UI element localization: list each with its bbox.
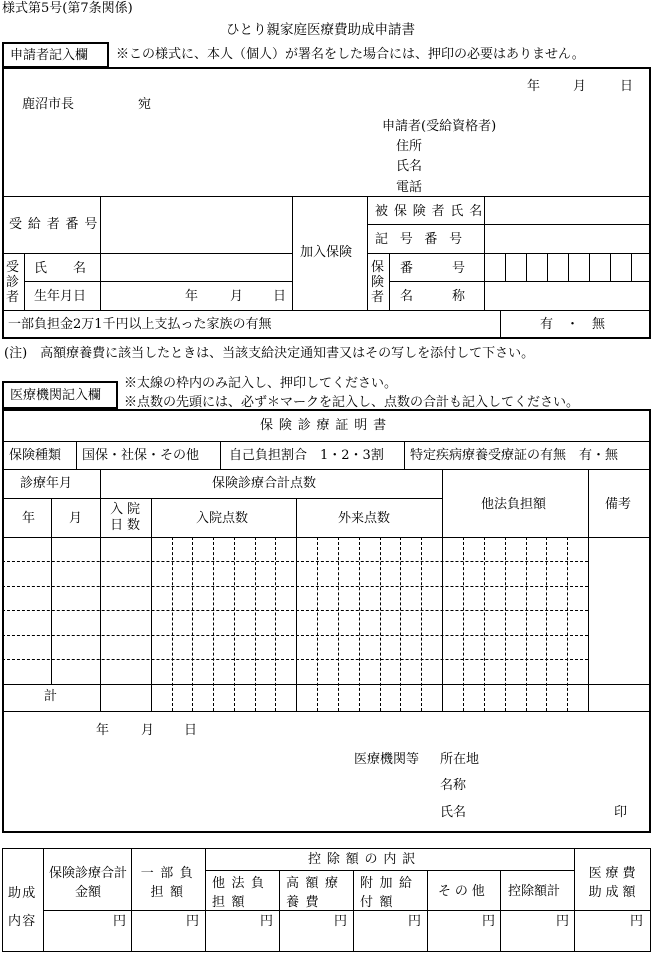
others-header: その他 bbox=[438, 884, 489, 899]
insurer-number-label: 番 号 bbox=[400, 261, 466, 276]
insurer-side-label: 保険者 bbox=[371, 260, 385, 305]
year-header: 年 bbox=[22, 511, 36, 526]
yen-unit: 円 bbox=[556, 914, 570, 929]
total-points-header: 保険診療合計点数 bbox=[212, 476, 317, 491]
insurance-type-value[interactable]: 国保・社保・その他 bbox=[82, 448, 200, 463]
date-month: 月 bbox=[573, 79, 587, 94]
medical-note-1: ※太線の枠内のみ記入し、押印してください。 bbox=[124, 376, 398, 391]
yen-unit: 円 bbox=[408, 914, 422, 929]
patient-birth-label: 生年月日 bbox=[34, 289, 87, 304]
applicant-section-label: 申請者記入欄 bbox=[10, 48, 89, 63]
cert-date-month: 月 bbox=[141, 723, 155, 738]
applicant-note: ※この様式に、本人（個人）が署名をした場合には、押印の必要はありません。 bbox=[116, 47, 585, 62]
yen-unit: 円 bbox=[482, 914, 496, 929]
subsidy-row-label: 助成内容 bbox=[8, 886, 37, 929]
insurance-type-label: 保険種類 bbox=[9, 448, 62, 463]
patient-name-label: 氏 名 bbox=[34, 261, 87, 276]
deduction-total-header: 控除額計 bbox=[508, 884, 561, 899]
addressee-suffix: 宛 bbox=[138, 97, 152, 112]
burden-question: 一部負担金2万1千円以上支払った家族の有無 bbox=[8, 317, 272, 332]
birth-day: 日 bbox=[273, 289, 287, 304]
institution-name-label: 名称 bbox=[440, 778, 467, 793]
subsidy-header: 医療費助成額 bbox=[588, 866, 640, 900]
medical-section-label-box bbox=[2, 381, 118, 409]
other-law-burden-header: 他法負担額 bbox=[212, 876, 271, 910]
insured-name-label: 被保険者氏名 bbox=[375, 204, 489, 219]
remarks-header: 備考 bbox=[605, 497, 632, 512]
high-cost-header: 高額療養費 bbox=[286, 876, 345, 910]
footnote: (注) 高額療養費に該当したときは、当該支給決定通知書又はその写しを添付して下さい。 bbox=[4, 346, 535, 361]
insurance-label: 加入保険 bbox=[300, 245, 353, 260]
phone-label: 電話 bbox=[396, 180, 423, 195]
month-header: 月 bbox=[69, 511, 83, 526]
birth-year: 年 bbox=[185, 289, 199, 304]
location-label: 所在地 bbox=[440, 752, 480, 767]
yen-unit: 円 bbox=[334, 914, 348, 929]
cert-date-year: 年 bbox=[96, 723, 110, 738]
applicant-heading: 申請者(受給資格者) bbox=[382, 119, 497, 134]
deduction-breakdown-header: 控除額の内訳 bbox=[308, 852, 422, 867]
other-law-header: 他法負担額 bbox=[481, 497, 547, 512]
doctor-name-label: 氏名 bbox=[440, 805, 467, 820]
copay-rate[interactable]: 自己負担割合 1・2・3割 bbox=[229, 448, 384, 463]
specific-disease[interactable]: 特定疾病療養受療証の有無 有・無 bbox=[410, 448, 619, 463]
cert-date-day: 日 bbox=[184, 723, 198, 738]
name-label: 氏名 bbox=[396, 159, 423, 174]
yen-unit: 円 bbox=[630, 914, 644, 929]
burden-answer[interactable]: 有 ・ 無 bbox=[540, 317, 606, 332]
applicant-section-label-box bbox=[2, 42, 109, 68]
form-number: 様式第5号(第7条関係) bbox=[2, 1, 133, 16]
form-title: ひとり親家庭医療費助成申請書 bbox=[226, 22, 415, 38]
yen-unit: 円 bbox=[186, 914, 200, 929]
additional-benefit-header: 附加給付額 bbox=[360, 876, 419, 910]
days-header: 入院日数 bbox=[110, 502, 144, 533]
partial-burden-header: 一部負担額 bbox=[140, 866, 200, 900]
treatment-ym-label: 診療年月 bbox=[20, 476, 73, 491]
birth-month: 月 bbox=[230, 289, 244, 304]
recipient-number-label: 受給者番号 bbox=[9, 217, 104, 232]
certificate-title: 保険診療証明書 bbox=[260, 418, 392, 433]
insurance-total-header: 保険診療合計金額 bbox=[48, 866, 127, 900]
institution-label: 医療機関等 bbox=[354, 752, 420, 767]
medical-section-label: 医療機関記入欄 bbox=[10, 388, 102, 403]
date-year: 年 bbox=[527, 79, 541, 94]
address-label: 住所 bbox=[396, 139, 423, 154]
outpatient-points-header: 外来点数 bbox=[338, 511, 391, 526]
total-label: 計 bbox=[44, 689, 58, 704]
patient-side-label: 受診者 bbox=[6, 260, 20, 305]
addressee: 鹿沼市長 bbox=[22, 97, 75, 112]
yen-unit: 円 bbox=[113, 914, 127, 929]
symbol-number-label: 記号番号 bbox=[375, 232, 474, 247]
yen-unit: 円 bbox=[260, 914, 274, 929]
inpatient-points-header: 入院点数 bbox=[196, 511, 249, 526]
medical-note-2: ※点数の先頭には、必ず＊マークを記入し、点数の合計も記入してください。 bbox=[124, 395, 580, 410]
seal-mark: 印 bbox=[614, 805, 628, 820]
insurer-name-label: 名 称 bbox=[400, 289, 466, 304]
date-day: 日 bbox=[620, 79, 634, 94]
